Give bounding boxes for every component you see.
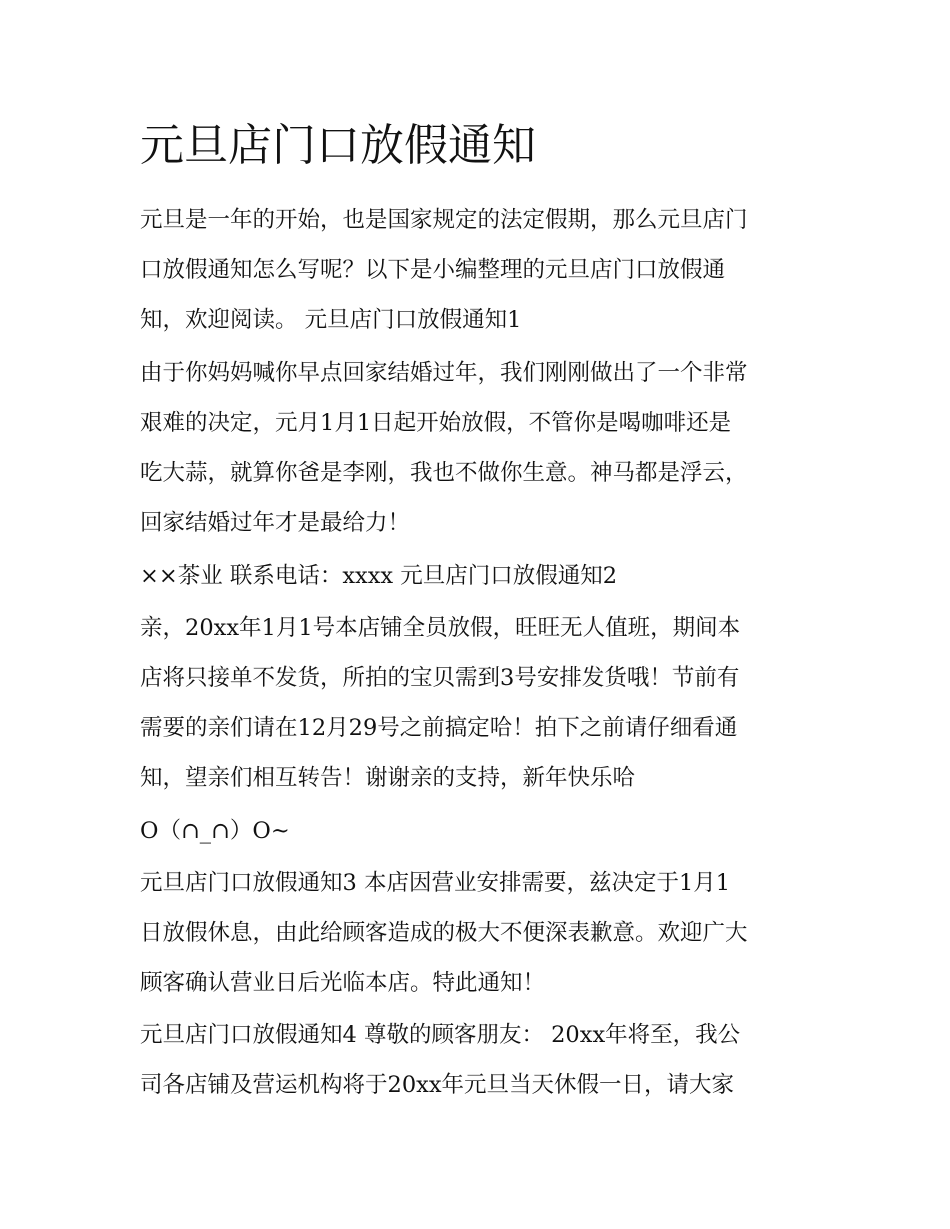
paragraph-line: 元旦店门口放假通知3 本店因营业安排需要，兹决定于1月1: [140, 870, 731, 896]
paragraph-line: 店将只接单不发货，所拍的宝贝需到3号安排发货哦！节前有: [140, 665, 740, 691]
paragraph-line: 需要的亲们请在12月29号之前搞定哈！拍下之前请仔细看通: [140, 715, 738, 741]
paragraph-line: 回家结婚过年才是最给力！: [140, 510, 411, 536]
paragraph-line: 顾客确认营业日后光临本店。特此通知！: [140, 970, 546, 996]
paragraph-line: 元旦是一年的开始，也是国家规定的法定假期，那么元旦店门: [140, 207, 748, 233]
paragraph-line: 司各店铺及营运机构将于20xx年元旦当天休假一日，请大家: [140, 1072, 735, 1098]
paragraph-line: ××茶业 联系电话：xxxx 元旦店门口放假通知2: [140, 563, 618, 589]
document-title: 元旦店门口放假通知: [140, 120, 536, 171]
paragraph-line: 艰难的决定，元月1月1日起开始放假，不管你是喝咖啡还是: [140, 410, 732, 436]
paragraph-line: O（∩_∩）O~: [140, 818, 290, 844]
paragraph-line: 元旦店门口放假通知4 尊敬的顾客朋友： 20xx年将至，我公: [140, 1022, 741, 1048]
paragraph-line: 吃大蒜，就算你爸是李刚，我也不做你生意。神马都是浮云，: [140, 460, 748, 486]
paragraph-line: 知，望亲们相互转告！谢谢亲的支持，新年快乐哈: [140, 765, 636, 791]
paragraph-line: 知，欢迎阅读。 元旦店门口放假通知1: [140, 307, 522, 333]
paragraph-line: 口放假通知怎么写呢？以下是小编整理的元旦店门口放假通: [140, 257, 726, 283]
paragraph-line: 日放假休息，由此给顾客造成的极大不便深表歉意。欢迎广大: [140, 920, 748, 946]
paragraph-line: 由于你妈妈喊你早点回家结婚过年，我们刚刚做出了一个非常: [140, 360, 748, 386]
paragraph-line: 亲，20xx年1月1号本店铺全员放假，旺旺无人值班，期间本: [140, 615, 741, 641]
